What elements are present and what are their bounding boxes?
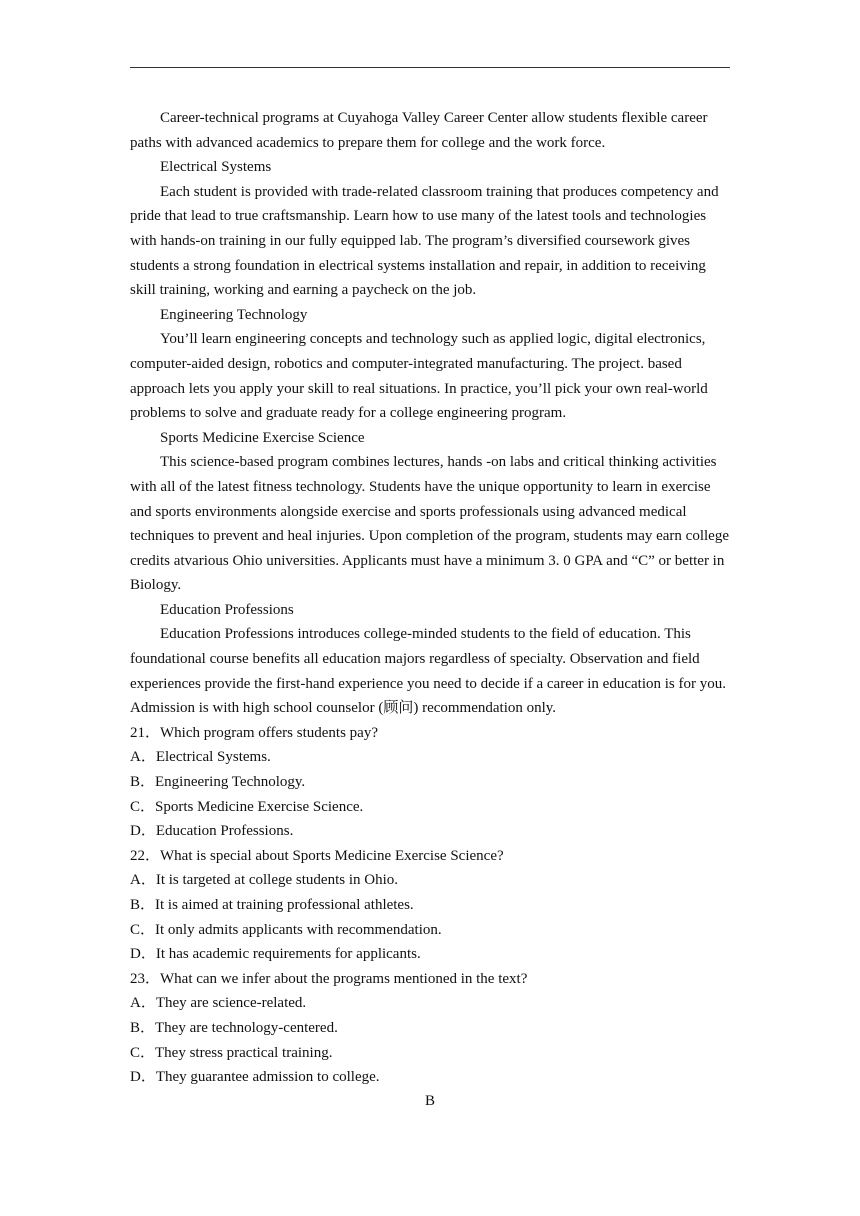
question-22 bbox=[130, 844, 730, 967]
section-heading-sports-medicine: Sports Medicine Exercise Science bbox=[160, 429, 365, 446]
question-stem: 21．Which program offers students pay? bbox=[130, 724, 378, 741]
answer-option: B．It is aimed at training professional athletes. bbox=[130, 897, 414, 913]
section-heading-electrical: Electrical Systems bbox=[160, 159, 272, 176]
intro-paragraph: Career-technical programs at Cuyahoga Valley Career Center allow students flexible career paths with advanced academics to prepare them for college and the work force. bbox=[130, 110, 708, 151]
answer-option: D．It has academic requirements for applicants. bbox=[130, 946, 421, 963]
answer-option: D．Education Professions. bbox=[130, 823, 294, 840]
answer-option: A．They are science-related. bbox=[130, 995, 307, 1012]
header-rule bbox=[130, 67, 730, 68]
section-body-electrical: Each student is provided with trade-related classroom training that produces competency and pride that lead to true craftsmanship. Learn how to use many of the latest tools and technologies with hands-on training in our fully equipped lab. The program’s diversified coursework gives students a strong foundation in electrical systems installation and repair, in addition to receiving skill training, working and earning a paycheck on the job. bbox=[130, 183, 719, 299]
section-heading-education: Education Professions bbox=[160, 601, 294, 618]
question-stem: 22．What is special about Sports Medicine Exercise Science? bbox=[130, 847, 504, 864]
section-body-education: Education Professions introduces college-minded students to the field of education. This foundational course benefits all education majors regardless of specialty. Observation and field experiences provide the first-hand experience you need to decide if a career in education is for you. Admission is with high school counselor (顾问) recommendation only. bbox=[130, 626, 726, 717]
next-passage-label: B bbox=[424, 1093, 435, 1109]
answer-option: B．Engineering Technology. bbox=[130, 774, 306, 791]
answer-option: D．They guarantee admission to college. bbox=[130, 1069, 380, 1086]
answer-option: C．Sports Medicine Exercise Science. bbox=[130, 798, 364, 815]
question-21 bbox=[130, 721, 730, 844]
section-heading-engineering: Engineering Technology bbox=[160, 306, 308, 323]
passage-content bbox=[130, 106, 730, 1090]
question-stem: 23．What can we infer about the programs mentioned in the text? bbox=[130, 970, 528, 987]
answer-option: A．It is targeted at college students in Ohio. bbox=[130, 872, 399, 889]
answer-option: A．Electrical Systems. bbox=[130, 749, 271, 766]
answer-option: C．It only admits applicants with recommendation. bbox=[130, 921, 442, 938]
answer-option: C．They stress practical training. bbox=[130, 1044, 333, 1061]
question-23 bbox=[130, 967, 730, 1090]
section-body-sports-medicine: This science-based program combines lectures, hands -on labs and critical thinking activities with all of the latest fitness technology. Students have the unique opportunity to learn in exercise and sports environments alongside exercise and sports professionals using advanced medical techniques to prevent and heal injuries. Upon completion of the program, students may earn college credits atvarious Ohio universities. Applicants must have a minimum 3. 0 GPA and “C” or better in Biology. bbox=[130, 454, 729, 594]
section-body-engineering: You’ll learn engineering concepts and technology such as applied logic, digital electronics, computer-aided design, robotics and computer-integrated manufacturing. The project. based approach lets you apply your skill to real situations. In practice, you’ll pick your own real-world problems to solve and graduate ready for a college engineering program. bbox=[130, 331, 708, 422]
answer-option: B．They are technology-centered. bbox=[130, 1019, 338, 1036]
